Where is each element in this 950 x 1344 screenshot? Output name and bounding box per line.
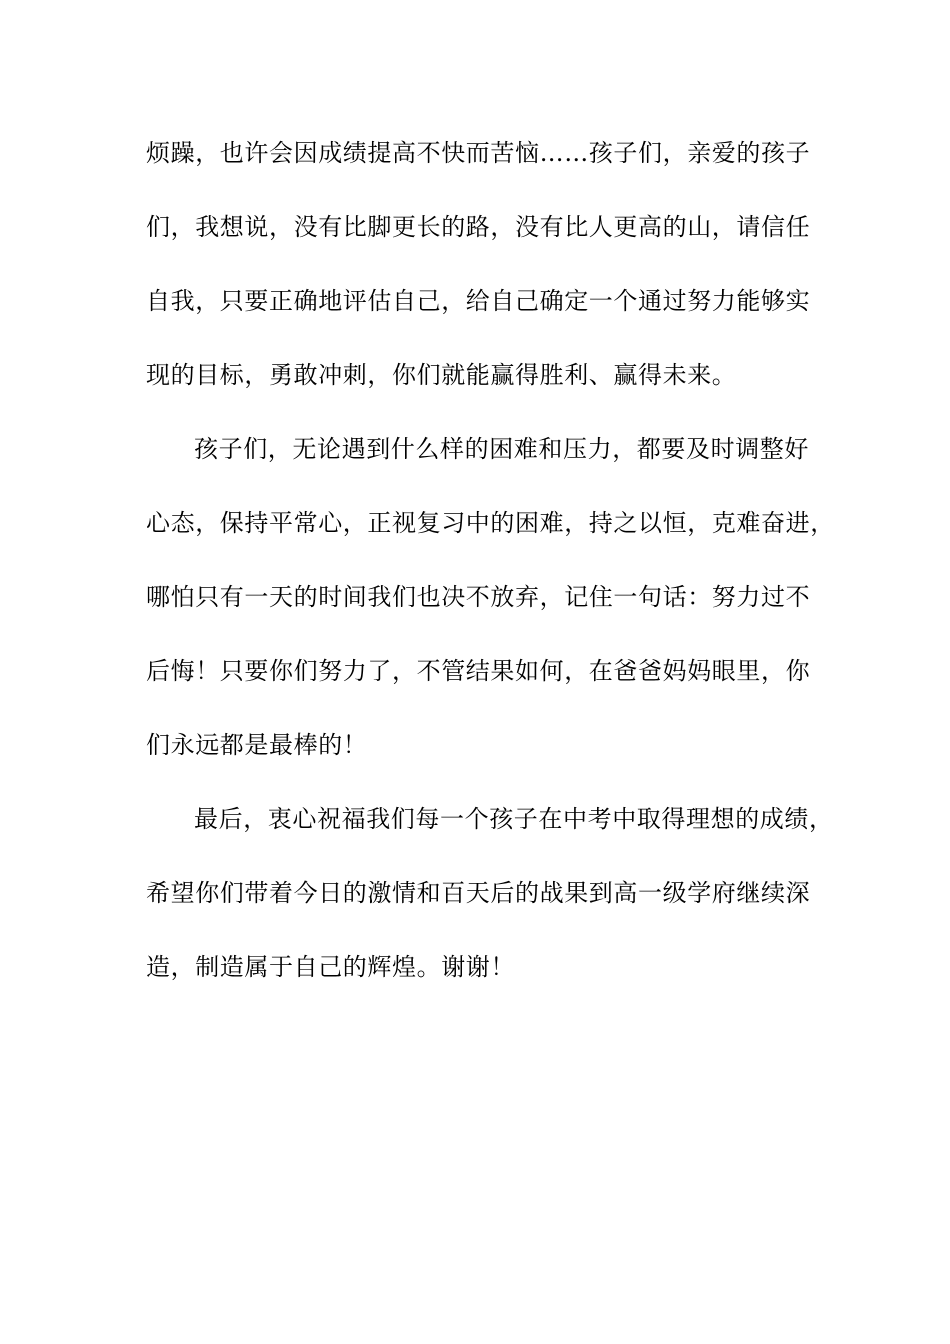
paragraph-2 [146,423,835,793]
paragraph-line: 现的目标，勇敢冲刺，你们就能赢得胜利、赢得未来。 [146,361,737,389]
paragraph-line: 们，我想说，没有比脚更长的路，没有比人更高的山，请信任 [146,213,811,241]
paragraph-line: 后悔！只要你们努力了，不管结果如何，在爸爸妈妈眼里，你 [146,657,811,685]
paragraph-line: 哪怕只有一天的时间我们也决不放弃，记住一句话：努力过不 [146,583,811,611]
paragraph-line: 最后，衷心祝福我们每一个孩子在中考中取得理想的成绩， [194,805,834,833]
document-body [146,127,835,1015]
paragraph-line: 心态，保持平常心，正视复习中的困难，持之以恒，克难奋进， [146,509,835,537]
paragraph-1 [146,127,826,423]
paragraph-line: 孩子们，无论遇到什么样的困难和压力，都要及时调整好 [194,435,809,463]
paragraph-line: 自我，只要正确地评估自己，给自己确定一个通过努力能够实 [146,287,811,315]
paragraph-line: 造，制造属于自己的辉煌。谢谢！ [146,953,515,981]
paragraph-3 [146,793,834,1015]
paragraph-line: 烦躁，也许会因成绩提高不快而苦恼……孩子们，亲爱的孩子 [146,139,811,167]
paragraph-line: 们永远都是最棒的！ [146,731,368,759]
paragraph-line: 希望你们带着今日的激情和百天后的战果到高一级学府继续深 [146,879,811,907]
